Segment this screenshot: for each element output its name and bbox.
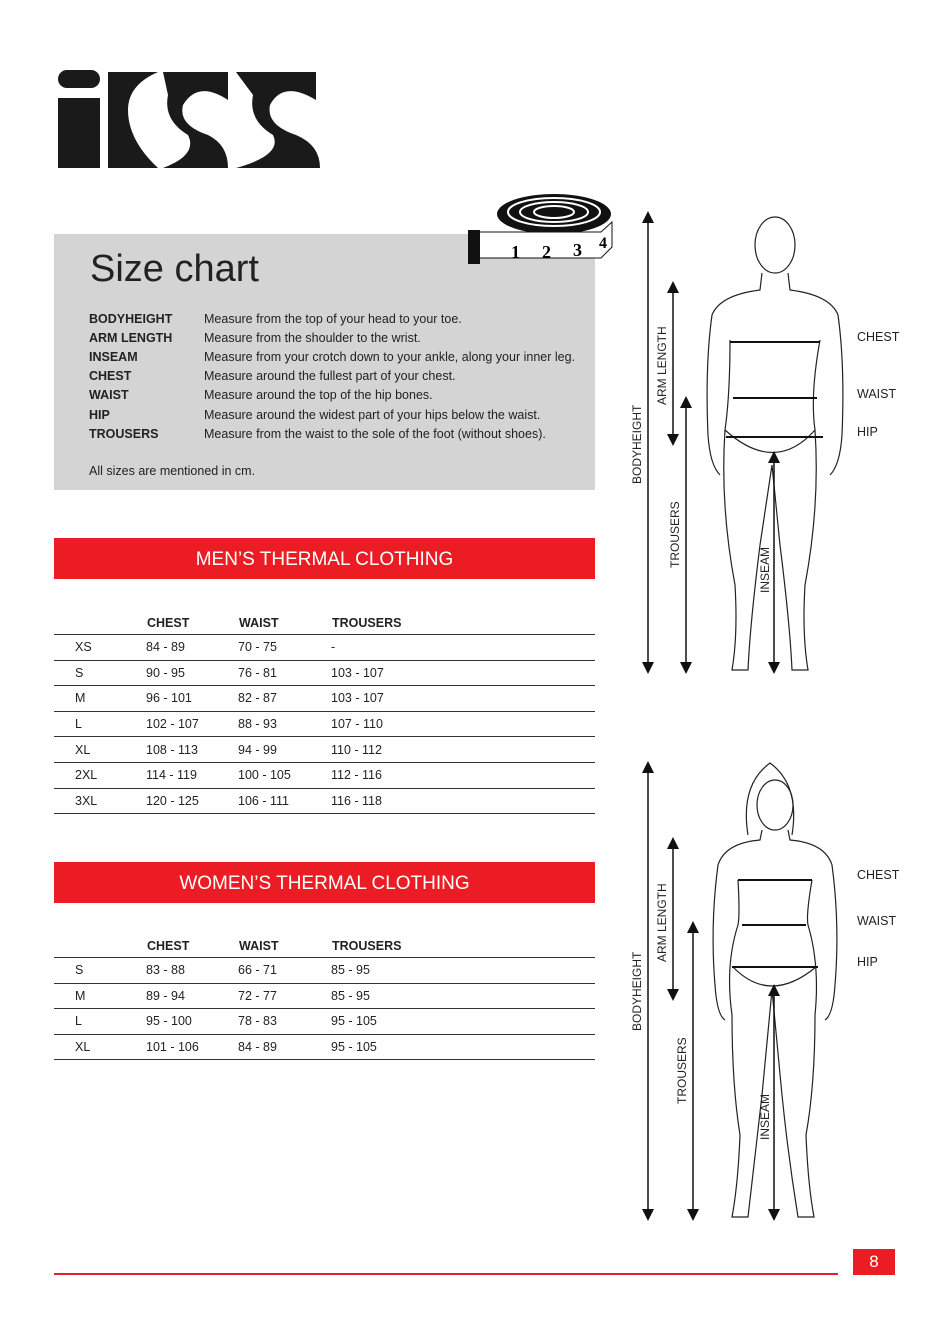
male-body-outline (707, 217, 843, 670)
measure-lines (726, 342, 823, 437)
tape-number: 2 (542, 242, 551, 262)
page-title: Size chart (90, 248, 259, 290)
trousers-cell: 95 - 105 (331, 1009, 595, 1035)
women-section-header: WOMEN’S THERMAL CLOTHING (54, 862, 595, 903)
description: Measure from the shoulder to the wrist. (204, 331, 421, 345)
arm-length-label: ARM LENGTH (655, 883, 669, 962)
term: INSEAM (89, 350, 138, 364)
description: Measure around the top of the hip bones. (204, 388, 433, 402)
size-cell: M (54, 983, 146, 1009)
trousers-cell: 103 - 107 (331, 686, 595, 712)
waist-cell: 82 - 87 (238, 686, 331, 712)
chest-cell: 95 - 100 (146, 1009, 238, 1035)
table-row (54, 1034, 595, 1060)
trousers-cell: 103 - 107 (331, 660, 595, 686)
measuring-tape-icon (466, 192, 614, 266)
inseam-label: INSEAM (758, 546, 772, 593)
waist-cell: 100 - 105 (238, 762, 331, 788)
chest-cell: 102 - 107 (146, 711, 238, 737)
column-header (54, 928, 146, 958)
table-header-row (54, 928, 595, 958)
size-chart-info-panel (54, 234, 595, 490)
trousers-cell: 107 - 110 (331, 711, 595, 737)
size-cell: 3XL (54, 788, 146, 814)
waist-label: WAIST (857, 387, 897, 401)
chest-label: CHEST (857, 330, 900, 344)
chest-cell: 90 - 95 (146, 660, 238, 686)
chest-cell: 84 - 89 (146, 635, 238, 661)
ixs-logo (58, 70, 323, 170)
chest-cell: 83 - 88 (146, 958, 238, 984)
tape-number: 3 (573, 240, 582, 260)
description: Measure around the widest part of your hips below the waist. (204, 408, 541, 422)
table-row (54, 686, 595, 712)
trousers-label: TROUSERS (668, 501, 682, 568)
men-section-header: MEN’S THERMAL CLOTHING (54, 538, 595, 579)
waist-cell: 76 - 81 (238, 660, 331, 686)
table-row (54, 983, 595, 1009)
waist-cell: 78 - 83 (238, 1009, 331, 1035)
term: BODYHEIGHT (89, 312, 173, 326)
term: WAIST (89, 388, 129, 402)
waist-cell: 66 - 71 (238, 958, 331, 984)
column-header: WAIST (238, 605, 331, 635)
waist-cell: 106 - 111 (238, 788, 331, 814)
description: Measure around the fullest part of your chest. (204, 369, 456, 383)
chest-label: CHEST (857, 868, 900, 882)
size-cell: L (54, 711, 146, 737)
size-cell: XL (54, 737, 146, 763)
trousers-cell: 95 - 105 (331, 1034, 595, 1060)
women-size-table (54, 928, 595, 1060)
trousers-cell: 116 - 118 (331, 788, 595, 814)
table-row (54, 788, 595, 814)
description: Measure from the waist to the sole of the foot (without shoes). (204, 427, 546, 441)
units-note: All sizes are mentioned in cm. (89, 464, 256, 478)
term: HIP (89, 408, 110, 422)
hip-label: HIP (857, 425, 878, 439)
inseam-label: INSEAM (758, 1093, 772, 1140)
trousers-cell: 110 - 112 (331, 737, 595, 763)
female-body-outline (713, 763, 837, 1217)
term: CHEST (89, 369, 132, 383)
column-header: TROUSERS (331, 605, 595, 635)
trousers-cell: 112 - 116 (331, 762, 595, 788)
table-row (54, 660, 595, 686)
arm-length-label: ARM LENGTH (655, 326, 669, 405)
table-row (54, 711, 595, 737)
measure-arrows (648, 217, 774, 668)
trousers-cell: - (331, 635, 595, 661)
waist-cell: 94 - 99 (238, 737, 331, 763)
chest-cell: 114 - 119 (146, 762, 238, 788)
hip-label: HIP (857, 955, 878, 969)
table-row (54, 1009, 595, 1035)
trousers-label: TROUSERS (675, 1037, 689, 1104)
trousers-cell: 85 - 95 (331, 983, 595, 1009)
size-cell: XL (54, 1034, 146, 1060)
waist-label: WAIST (857, 914, 897, 928)
chest-cell: 108 - 113 (146, 737, 238, 763)
table-row (54, 635, 595, 661)
chest-cell: 89 - 94 (146, 983, 238, 1009)
table-row (54, 762, 595, 788)
column-header: WAIST (238, 928, 331, 958)
size-cell: XS (54, 635, 146, 661)
measure-lines (732, 880, 818, 967)
page-number: 8 (853, 1249, 895, 1275)
size-cell: S (54, 660, 146, 686)
column-header (54, 605, 146, 635)
bodyheight-label: BODYHEIGHT (630, 951, 644, 1031)
measure-arrows (648, 767, 774, 1215)
size-cell: S (54, 958, 146, 984)
term: ARM LENGTH (89, 331, 173, 345)
term: TROUSERS (89, 427, 159, 441)
tape-number: 4 (599, 235, 607, 252)
men-size-table (54, 605, 595, 814)
size-cell: M (54, 686, 146, 712)
size-cell: 2XL (54, 762, 146, 788)
male-figure-diagram (620, 205, 920, 685)
table-row (54, 958, 595, 984)
description: Measure from your crotch down to your ankle, along your inner leg. (204, 350, 576, 364)
waist-cell: 72 - 77 (238, 983, 331, 1009)
chest-cell: 120 - 125 (146, 788, 238, 814)
column-header: TROUSERS (331, 928, 595, 958)
waist-cell: 84 - 89 (238, 1034, 331, 1060)
trousers-cell: 85 - 95 (331, 958, 595, 984)
waist-cell: 70 - 75 (238, 635, 331, 661)
size-cell: L (54, 1009, 146, 1035)
table-header-row (54, 605, 595, 635)
chest-cell: 96 - 101 (146, 686, 238, 712)
waist-cell: 88 - 93 (238, 711, 331, 737)
chest-cell: 101 - 106 (146, 1034, 238, 1060)
tape-number: 1 (511, 242, 520, 262)
footer-divider (54, 1273, 838, 1275)
description: Measure from the top of your head to your toe. (204, 312, 462, 326)
female-figure-diagram (620, 755, 920, 1225)
bodyheight-label: BODYHEIGHT (630, 404, 644, 484)
table-row (54, 737, 595, 763)
column-header: CHEST (146, 928, 238, 958)
column-header: CHEST (146, 605, 238, 635)
